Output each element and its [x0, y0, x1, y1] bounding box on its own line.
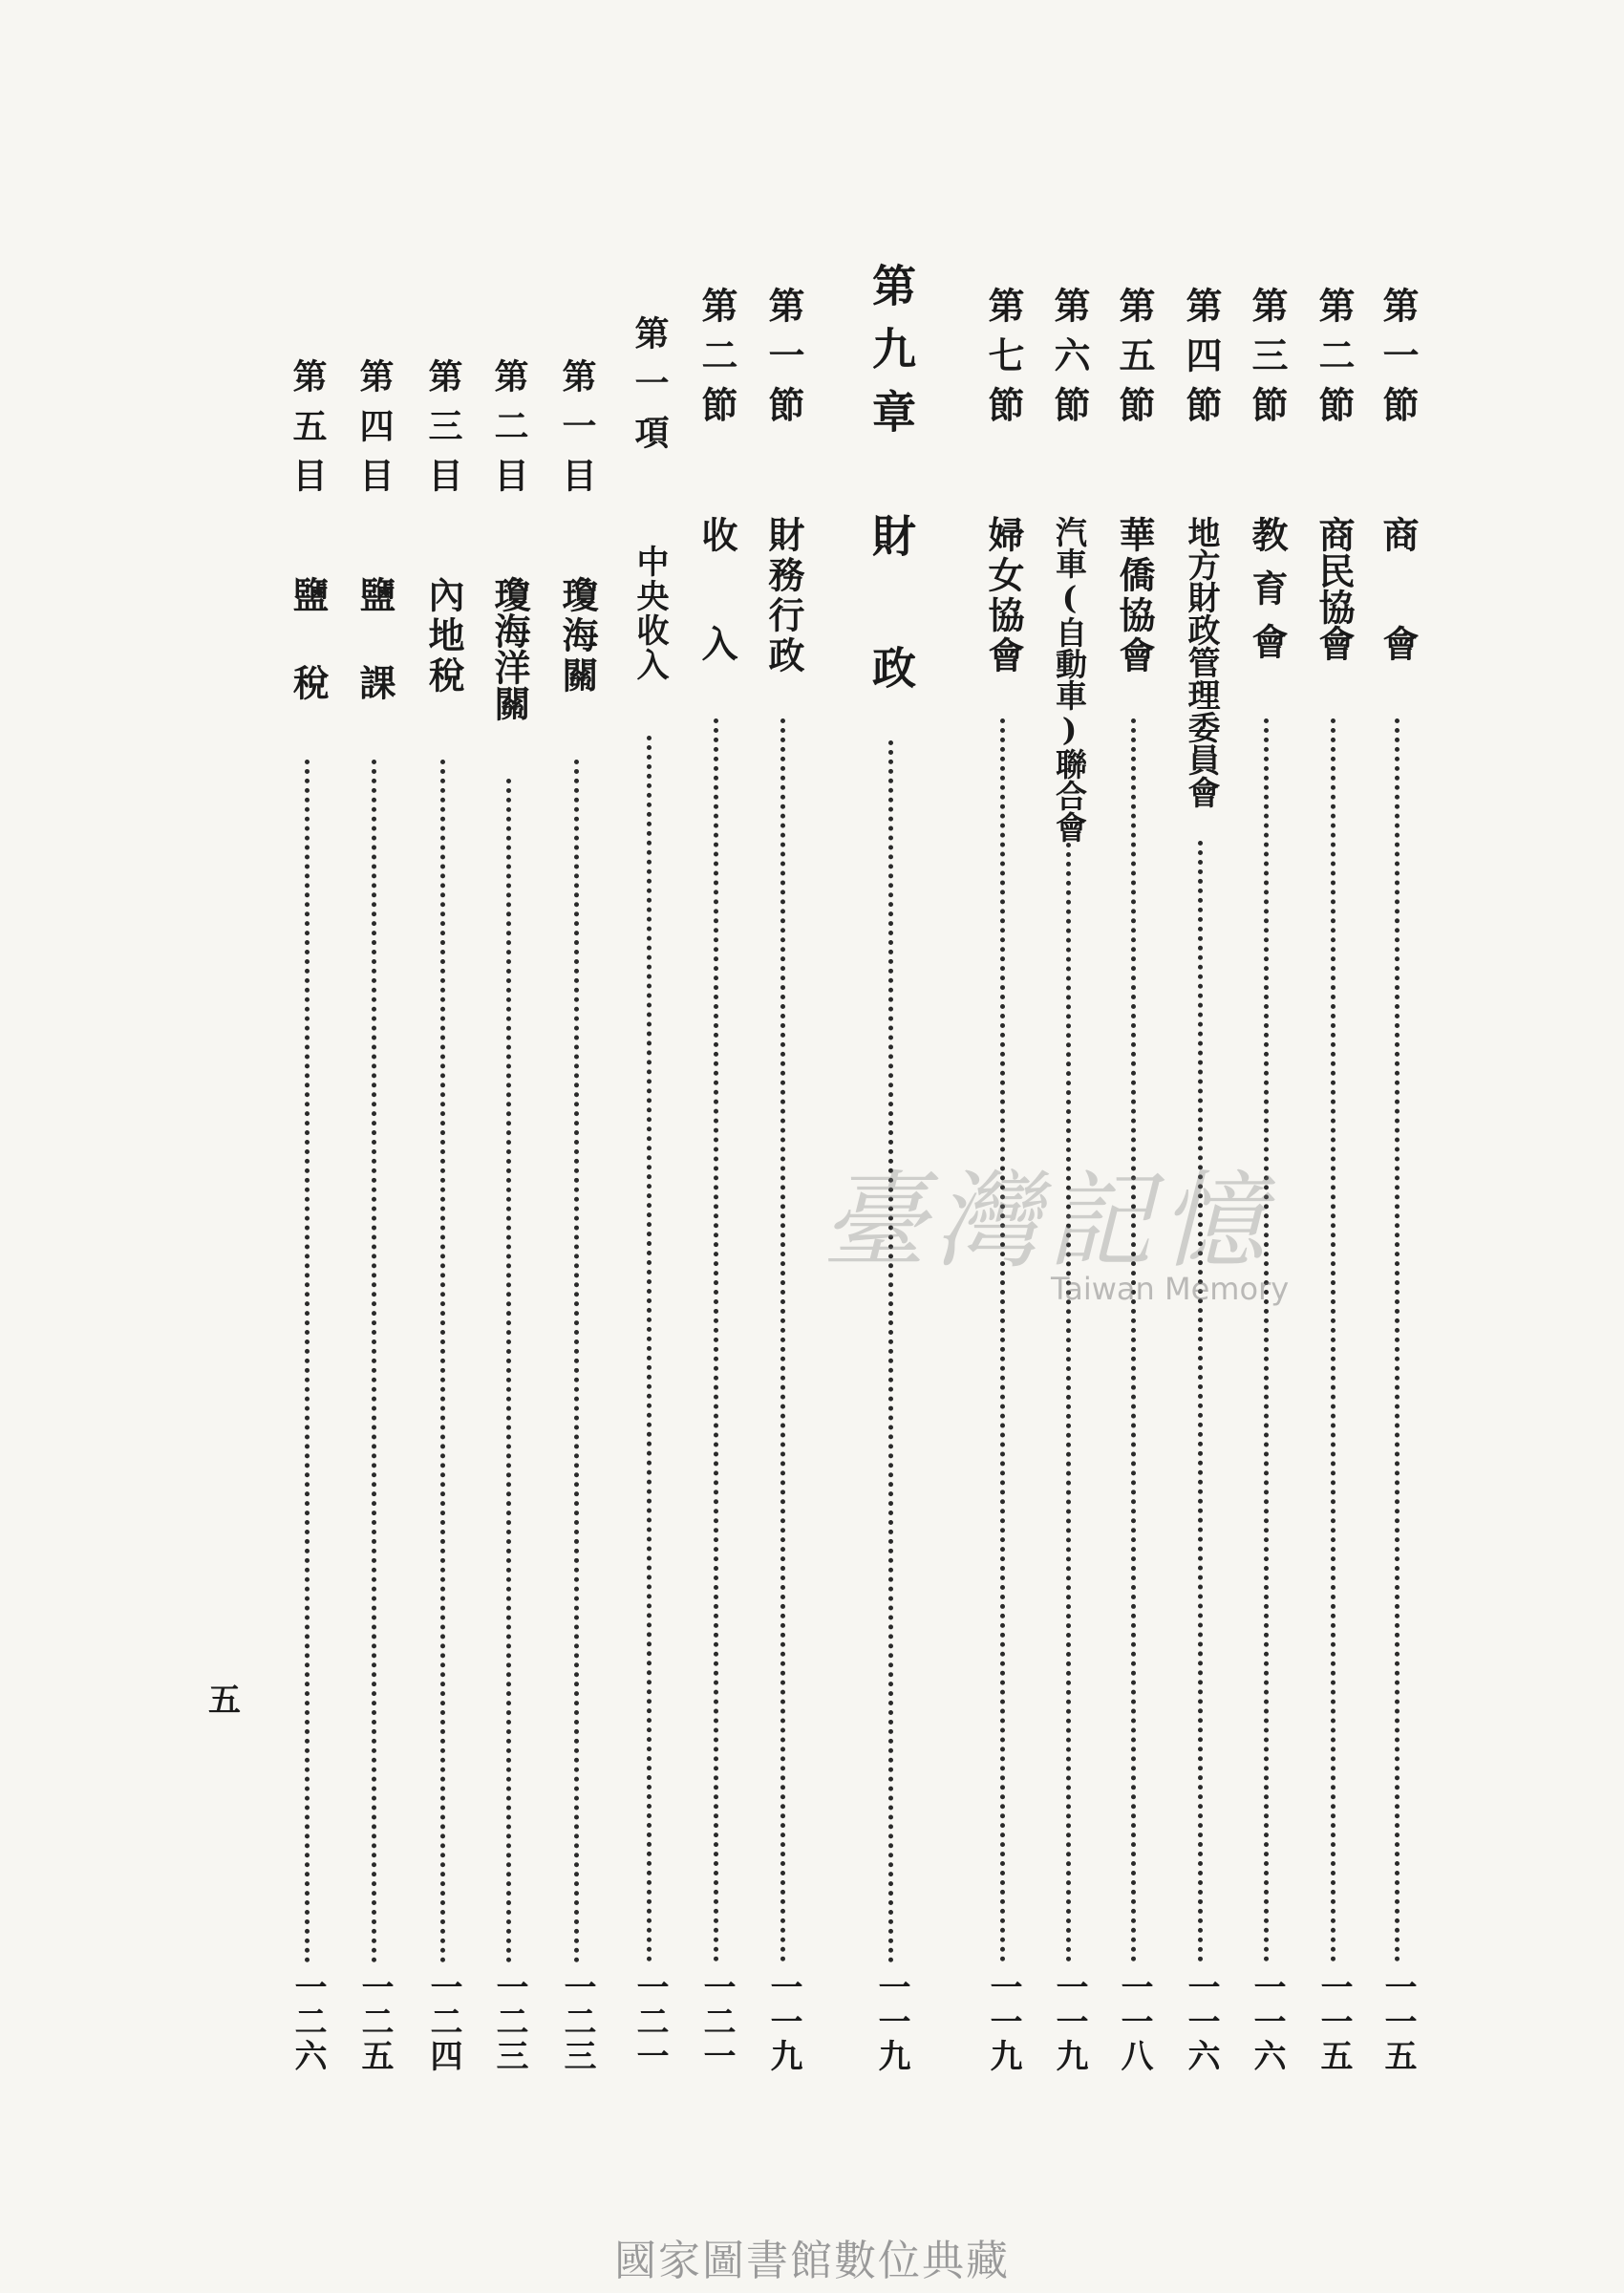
entry-label: 第一節 — [762, 287, 805, 436]
entry-page-number: 一二六 — [288, 1970, 327, 2073]
entry-page-number: 一二三 — [558, 1970, 596, 2073]
watermark-text: Taiwan Memory — [1051, 1271, 1290, 1307]
chapter-title: 財 政 — [865, 513, 917, 689]
entry-label: 第四節 — [1180, 287, 1223, 436]
toc-entry — [481, 358, 538, 2025]
entry-page-number: 一一九 — [872, 1970, 910, 2073]
entry-title: 商民協會 — [1313, 516, 1356, 661]
leader-dots — [1395, 718, 1400, 1962]
entry-title: 汽車(自動車)聯合會 — [1051, 516, 1088, 843]
leader-dots — [1331, 718, 1336, 1962]
toc-entry — [346, 358, 403, 2025]
toc-entry — [1305, 287, 1362, 2025]
entry-title: 鹽 稅 — [287, 576, 330, 708]
leader-dots — [1066, 843, 1071, 1962]
toc-entry — [688, 287, 745, 2025]
entry-page-number: 一一五 — [1314, 1970, 1353, 2073]
entry-label: 第二節 — [1313, 287, 1356, 436]
leader-dots — [1264, 718, 1269, 1962]
entry-label: 第三目 — [423, 358, 463, 507]
leader-dots — [305, 760, 310, 1963]
entry-title: 財務行政 — [762, 516, 805, 676]
leader-dots — [440, 760, 445, 1963]
leader-dots — [1000, 718, 1005, 1962]
entry-title: 地方財政管理委員會 — [1182, 516, 1220, 808]
toc-entry — [621, 315, 678, 2025]
leader-dots — [888, 740, 893, 1963]
entry-label: 第一目 — [557, 358, 597, 507]
entry-page-number: 一一九 — [1050, 1970, 1088, 2073]
toc-entry — [415, 358, 472, 2025]
toc-entry — [548, 358, 606, 2025]
leader-dots — [506, 779, 511, 1963]
entry-label: 第一項 — [630, 315, 670, 464]
watermark-logo: 臺灣記憶 — [822, 1160, 1272, 1282]
entry-page-number: 一一六 — [1248, 1970, 1286, 2073]
entry-label: 第五目 — [288, 358, 328, 507]
leader-dots — [1198, 841, 1203, 1962]
entry-page-number: 一二四 — [424, 1970, 462, 2073]
entry-label: 第二目 — [489, 358, 529, 507]
entry-title: 瓊海關 — [556, 576, 599, 696]
footer-caption: 國家圖書館數位典藏 — [614, 2237, 1010, 2285]
entry-title: 瓊海洋關 — [488, 576, 531, 721]
entry-label: 第七節 — [982, 287, 1025, 436]
entry-title: 華僑協會 — [1113, 516, 1156, 676]
leader-dots — [714, 718, 718, 1962]
entry-title: 鹽 課 — [353, 576, 396, 708]
chapter-label: 第九章 — [865, 263, 917, 452]
entry-label: 第五節 — [1113, 287, 1156, 436]
entry-page-number: 一一九 — [984, 1970, 1022, 2073]
entry-label: 第三節 — [1246, 287, 1289, 436]
toc-entry — [755, 287, 812, 2025]
leader-dots — [780, 718, 785, 1962]
entry-title: 商 會 — [1377, 516, 1420, 661]
leader-dots — [574, 760, 579, 1963]
toc-entry — [1369, 287, 1426, 2025]
entry-title: 婦女協會 — [982, 516, 1025, 676]
entry-label: 第六節 — [1048, 287, 1091, 436]
entry-label: 第一節 — [1377, 287, 1420, 436]
entry-page-number: 一二三 — [490, 1970, 528, 2073]
entry-page-number: 一二一 — [697, 1970, 736, 2073]
entry-title: 教育會 — [1246, 516, 1289, 676]
entry-page-number: 一二一 — [630, 1970, 669, 2073]
entry-page-number: 一一九 — [764, 1970, 802, 2073]
entry-page-number: 一一八 — [1115, 1970, 1153, 2073]
page-folio: 五 — [208, 1682, 241, 1720]
entry-page-number: 一二五 — [355, 1970, 394, 2073]
entry-page-number: 一一五 — [1378, 1970, 1417, 2073]
leader-dots — [372, 760, 376, 1963]
entry-title: 收 入 — [695, 516, 738, 661]
leader-dots — [1131, 718, 1136, 1962]
entry-title: 中央收入 — [630, 545, 669, 682]
toc-entry — [279, 358, 336, 2025]
entry-label: 第二節 — [695, 287, 738, 436]
leader-dots — [647, 736, 652, 1962]
entry-page-number: 一一六 — [1182, 1970, 1220, 2073]
entry-label: 第四目 — [354, 358, 395, 507]
entry-title: 內地稅 — [422, 576, 465, 696]
